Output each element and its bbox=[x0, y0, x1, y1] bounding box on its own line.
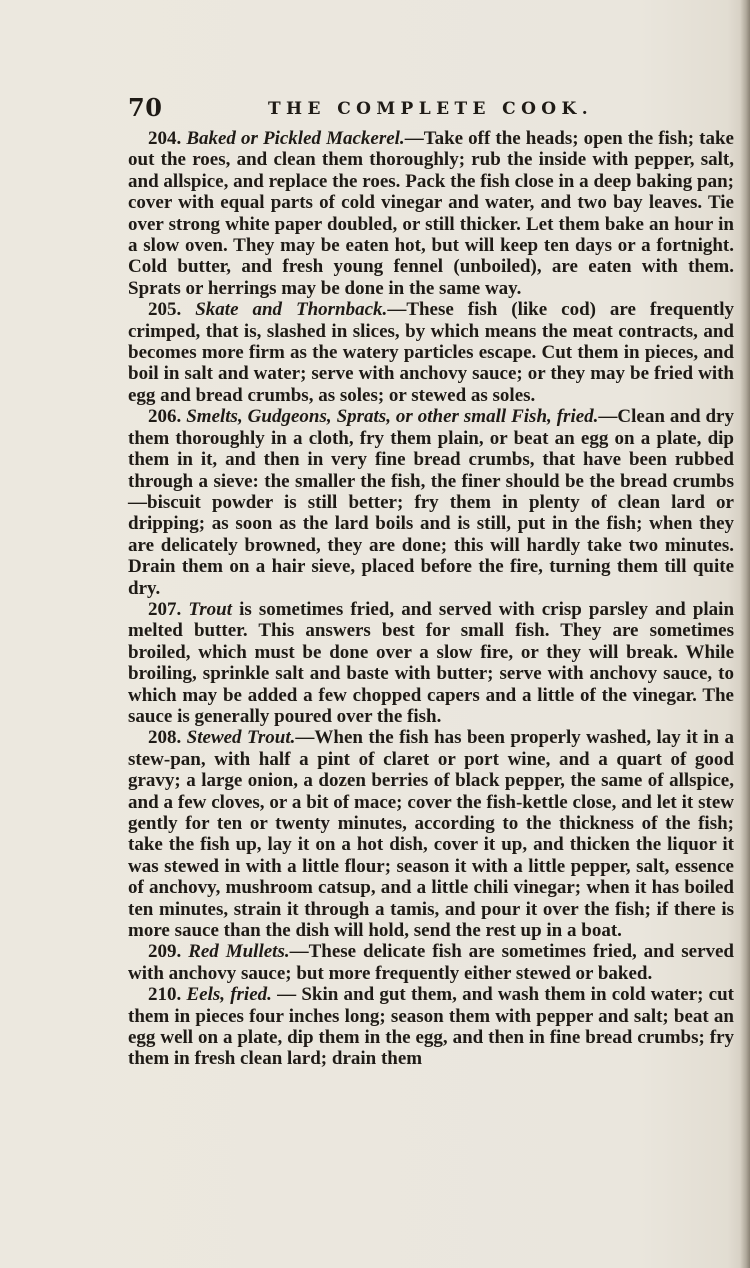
recipe-title: Baked or Pickled Mackerel. bbox=[186, 128, 405, 149]
recipe-text: —Take off the heads; open the fish; take out the roes, and clean them thoroughly; rub the inside with pepper, salt, and allspice, and replace the roes. Pack the fish close in a deep baking pan; cover with equal parts of cold vinegar and water, and two bay leaves. Tie over strong white paper doubled, or still thicker. Let them bake an hour in a slow oven. They may be eaten hot, but will keep ten days or a fortnight. Cold butter, and fresh young fennel (unboiled), are eaten with them. Sprats or herrings may be done in the same way. bbox=[128, 128, 734, 299]
recipe-number: 206. bbox=[148, 406, 182, 428]
page-body bbox=[128, 128, 734, 1070]
recipe-title: Stewed Trout. bbox=[186, 727, 296, 749]
recipe-number: 209. bbox=[148, 941, 182, 963]
recipe-number: 208. bbox=[148, 727, 182, 749]
recipe-text: —These delicate fish are sometimes fried, and served with anchovy sauce; but more frequently either stewed or baked. bbox=[128, 941, 734, 984]
recipe-204 bbox=[128, 128, 734, 299]
recipe-text: —When the fish has been properly washed, lay it in a stew-pan, with half a pint of claret or port wine, and a quart of good gravy; a large onion, a dozen berries of black pepper, the same of allspice, and a few cloves, or a bit of mace; cover the fish-kettle close, and let it stew gently for ten or twenty minutes, according to the thickness of the fish; take the fish up, lay it on a hot dish, cover it up, and thicken the liquor it was stewed in with a little flour; season it with a little pepper, salt, essence of anchovy, mushroom catsup, and a little chili vinegar; when it has boiled ten minutes, strain it through a tamis, and pour it over the fish; if there is more sauce than the dish will hold, send the rest up in a boat. bbox=[128, 727, 735, 942]
recipe-number: 204. bbox=[148, 128, 182, 149]
recipe-number: 207. bbox=[148, 598, 182, 620]
recipe-title: Eels, fried. bbox=[186, 984, 272, 1006]
recipe-text: —These fish (like cod) are frequently crimped, that is, slashed in slices, by which means the meat contracts, and becomes more firm as the watery particles escape. Cut them in pieces, and boil in salt and water; serve with anchovy sauce; or they may be fried with egg and bread crumbs, as soles; or stewed as soles. bbox=[128, 299, 734, 406]
page-header bbox=[128, 94, 736, 124]
recipe-205 bbox=[128, 299, 734, 406]
recipe-title: Smelts, Gudgeons, Sprats, or other small Fish, fried. bbox=[186, 406, 599, 428]
recipe-number: 205. bbox=[148, 299, 182, 321]
recipe-210 bbox=[128, 984, 734, 1070]
recipe-206 bbox=[128, 406, 734, 599]
recipe-title: Trout bbox=[188, 598, 232, 620]
page-edge-shadow bbox=[740, 0, 750, 1268]
recipe-text: is sometimes fried, and served with crisp parsley and plain melted butter. This answers best for small fish. They are sometimes broiled, which must be done over a slow fire, or they will break. While broiling, sprinkle salt and baste with butter; serve with anchovy sauce, to which may be added a few chopped capers and a little of the vinegar. The sauce is generally poured over the fish. bbox=[128, 598, 735, 727]
recipe-207 bbox=[128, 599, 734, 727]
recipe-209 bbox=[128, 941, 734, 984]
recipe-title: Skate and Thornback. bbox=[195, 299, 388, 321]
page-number: 70 bbox=[128, 93, 163, 122]
recipe-number: 210. bbox=[148, 984, 182, 1006]
running-title: THE COMPLETE COOK. bbox=[268, 99, 594, 119]
recipe-text: —Clean and dry them thoroughly in a cloth, fry them plain, or beat an egg on a plate, dip them in it, and then in very fine bread crumbs, that have been rubbed through a sieve: the smaller the fish, the finer should be the bread crumbs—biscuit powder is still better; fry them in plenty of clean lard or dripping; as soon as the lard boils and is still, put in the fish; when they are delicately browned, they are done; this will hardly take two minutes. Drain them on a hair sieve, placed before the fire, turning them till quite dry. bbox=[128, 406, 734, 599]
recipe-208 bbox=[128, 727, 734, 941]
recipe-text: — Skin and gut them, and wash them in cold water; cut them in pieces four inches long; season them with pepper and salt; beat an egg well on a plate, dip them in the egg, and then in fine bread crumbs; fry them in fresh clean lard; drain them bbox=[128, 984, 735, 1070]
recipe-title: Red Mullets. bbox=[188, 941, 290, 963]
